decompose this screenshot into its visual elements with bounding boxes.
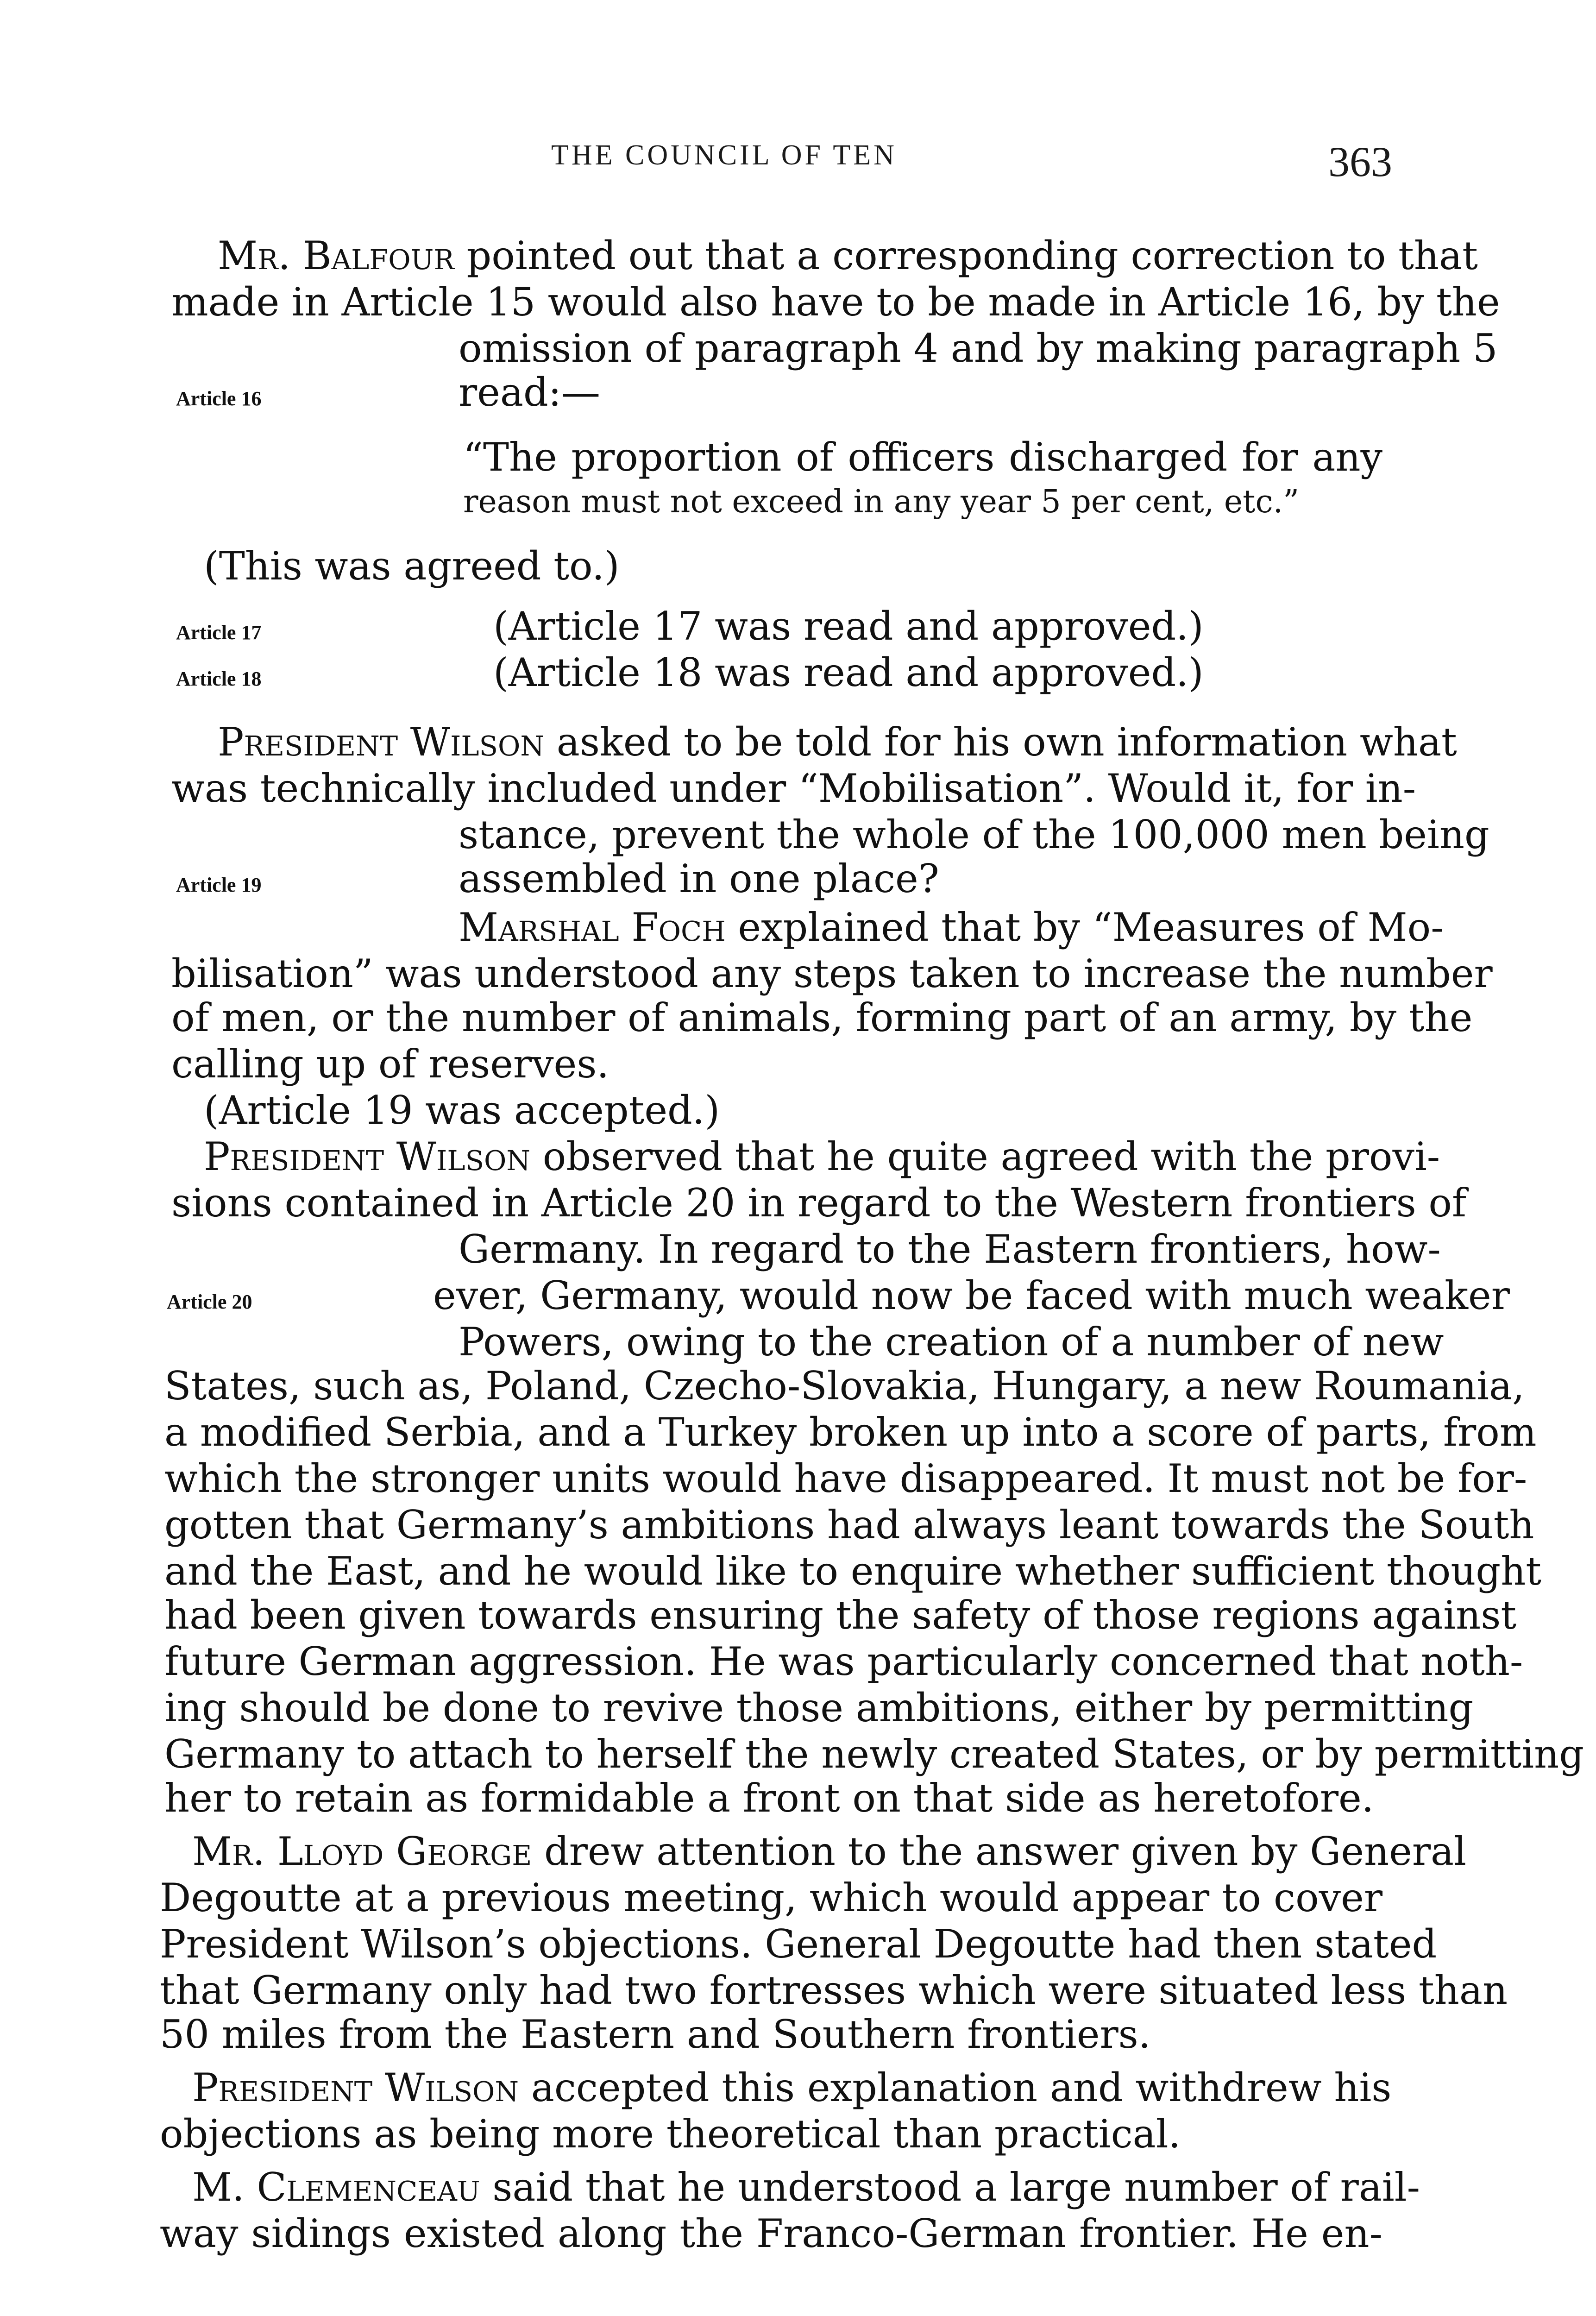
text-line: (Article 19 was accepted.) (204, 1088, 720, 1133)
text-line: President Wilson asked to be told for his own information what (218, 719, 1457, 765)
margin-note-article-19: Article 19 (176, 874, 262, 896)
text-line: (Article 17 was read and approved.) (493, 604, 1204, 649)
text-line: had been given towards ensuring the safety of those regions against (164, 1592, 1517, 1638)
text-line: and the East, and he would like to enquire whether sufficient thought (164, 1548, 1542, 1594)
text-line: (Article 18 was read and approved.) (493, 650, 1204, 695)
text-line: that Germany only had two fortresses which were situated less than (160, 1968, 1508, 2013)
text-line: 50 miles from the Eastern and Southern frontiers. (160, 2012, 1151, 2057)
text-line: objections as being more theoretical than practical. (160, 2111, 1181, 2157)
speaker-name: Marshal Foch (459, 905, 726, 950)
text-line: M. Clemenceau said that he understood a large number of rail- (192, 2165, 1420, 2210)
text-line: which the stronger units would have disappeared. It must not be for- (164, 1456, 1527, 1501)
text-line: bilisation” was understood any steps taken to increase the number (171, 951, 1493, 996)
text-line: read:— (459, 370, 601, 415)
text-line: assembled in one place? (459, 856, 939, 901)
speaker-name: Mr. Lloyd George (192, 1829, 532, 1874)
text-line: Germany. In regard to the Eastern frontiers, how- (459, 1227, 1441, 1272)
text-line: omission of paragraph 4 and by making paragraph 5 (459, 326, 1498, 371)
text-line: ever, Germany, would now be faced with much weaker (433, 1273, 1510, 1318)
margin-note-article-16: Article 16 (176, 387, 262, 410)
text-line: a modified Serbia, and a Turkey broken up into a score of parts, from (164, 1410, 1537, 1455)
text-line: of men, or the number of animals, forming part of an army, by the (171, 995, 1473, 1040)
text-line: President Wilson observed that he quite agreed with the provi- (204, 1134, 1440, 1179)
speaker-name: M. Clemenceau (192, 2165, 480, 2210)
text-line: Mr. Balfour pointed out that a corresponding correction to that (218, 233, 1478, 278)
quotation-line: reason must not exceed in any year 5 per cent, etc.” (463, 484, 1299, 520)
text-line: her to retain as formidable a front on that side as heretofore. (164, 1775, 1374, 1821)
speaker-name: President Wilson (204, 1134, 531, 1179)
margin-note-article-20: Article 20 (167, 1290, 252, 1313)
text-line: Mr. Lloyd George drew attention to the answer given by General (192, 1829, 1466, 1874)
text-line: President Wilson’s objections. General Degoutte had then stated (160, 1921, 1437, 1967)
text-line: ing should be done to revive those ambitions, either by permitting (164, 1685, 1474, 1731)
text-line: stance, prevent the whole of the 100,000 men being (459, 812, 1489, 857)
text-line: future German aggression. He was particularly concerned that noth- (164, 1639, 1523, 1684)
text-line: States, such as, Poland, Czecho-Slovakia, Hungary, a new Roumania, (164, 1363, 1525, 1409)
text-line: Powers, owing to the creation of a number of new (459, 1319, 1444, 1365)
text-line: was technically included under “Mobilisation”. Would it, for in- (171, 766, 1416, 811)
text-line: calling up of reserves. (171, 1041, 609, 1087)
text-line: Marshal Foch explained that by “Measures of Mo- (459, 905, 1444, 950)
text-line: (This was agreed to.) (204, 543, 620, 589)
speaker-name: President Wilson (218, 719, 545, 765)
margin-note-article-17: Article 17 (176, 621, 262, 644)
text-line: made in Article 15 would also have to be made in Article 16, by the (171, 279, 1500, 325)
text-line: gotten that Germany’s ambitions had always leant towards the South (164, 1502, 1534, 1548)
quotation-line: “The proportion of officers discharged for any (463, 434, 1382, 480)
text-line: President Wilson accepted this explanation and withdrew his (192, 2065, 1392, 2110)
running-header: THE COUNCIL OF TEN (551, 139, 897, 171)
text-line: sions contained in Article 20 in regard to the Western frontiers of (171, 1180, 1467, 1226)
text-line: Degoutte at a previous meeting, which would appear to cover (160, 1875, 1382, 1920)
text-line: Germany to attach to herself the newly created States, or by permitting (164, 1731, 1584, 1777)
speaker-name: President Wilson (192, 2065, 519, 2110)
margin-note-article-18: Article 18 (176, 667, 262, 690)
speaker-name: Mr. Balfour (218, 233, 454, 278)
page-number: 363 (1328, 138, 1392, 185)
text-line: way sidings existed along the Franco-German frontier. He en- (160, 2211, 1382, 2256)
